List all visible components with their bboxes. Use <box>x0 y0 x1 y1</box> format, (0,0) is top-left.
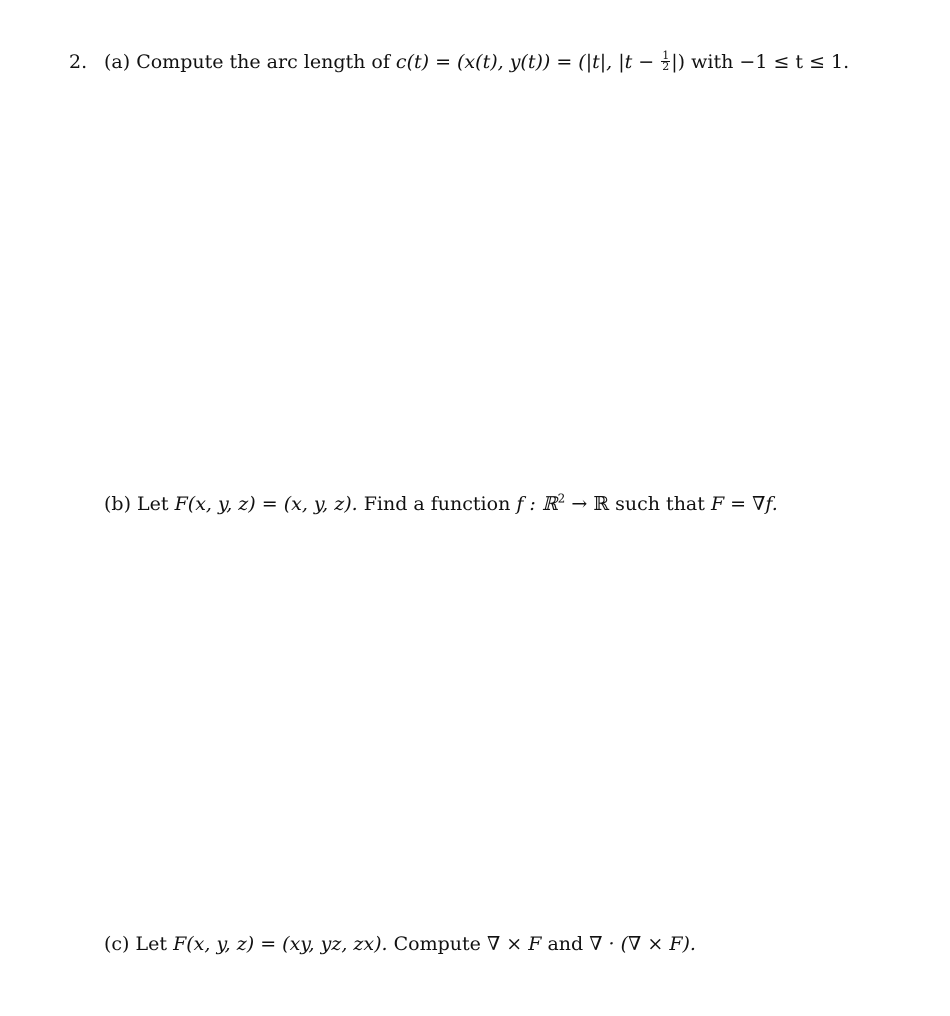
question-2a <box>69 49 849 75</box>
part-b-field: F(x, y, z) = (x, y, z). <box>174 493 358 515</box>
part-c-divergence: ∇ · (∇ × F). <box>589 933 696 955</box>
part-b-label: (b) <box>104 493 131 515</box>
part-c-label: (c) <box>104 933 130 955</box>
question-2c <box>104 931 696 957</box>
part-c-compute: Compute <box>393 933 481 955</box>
part-a-text-before: Compute the arc length of <box>136 51 390 73</box>
part-b-f-domain: f : ℝ <box>516 493 558 515</box>
part-b-gradient: F = ∇f. <box>710 493 778 515</box>
part-b-function-signature <box>516 493 609 515</box>
part-a-range: −1 ≤ t ≤ 1. <box>739 51 850 73</box>
one-half-fraction <box>661 48 670 73</box>
part-a-with: with <box>691 51 734 73</box>
part-b-exponent: 2 <box>557 491 566 506</box>
part-a-label: (a) <box>104 51 131 73</box>
part-b-find: Find a function <box>363 493 511 515</box>
part-b-let: Let <box>137 493 169 515</box>
question-number: 2. <box>69 51 88 73</box>
part-b-codomain: → ℝ <box>571 493 610 515</box>
part-c-and: and <box>547 933 584 955</box>
question-2b <box>104 491 778 517</box>
fraction-denominator: 2 <box>662 59 670 73</box>
fraction-numerator: 1 <box>662 48 670 62</box>
part-a-expr-tail: |) <box>671 51 686 73</box>
part-c-curl: ∇ × F <box>486 933 542 955</box>
part-a-expression <box>395 48 686 73</box>
part-c-field: F(x, y, z) = (xy, yz, zx). <box>173 933 388 955</box>
part-a-expr-main: c(t) = (x(t), y(t)) = (|t|, |t − <box>395 51 661 73</box>
part-c-let: Let <box>135 933 168 955</box>
part-b-such-that: such that <box>615 493 705 515</box>
